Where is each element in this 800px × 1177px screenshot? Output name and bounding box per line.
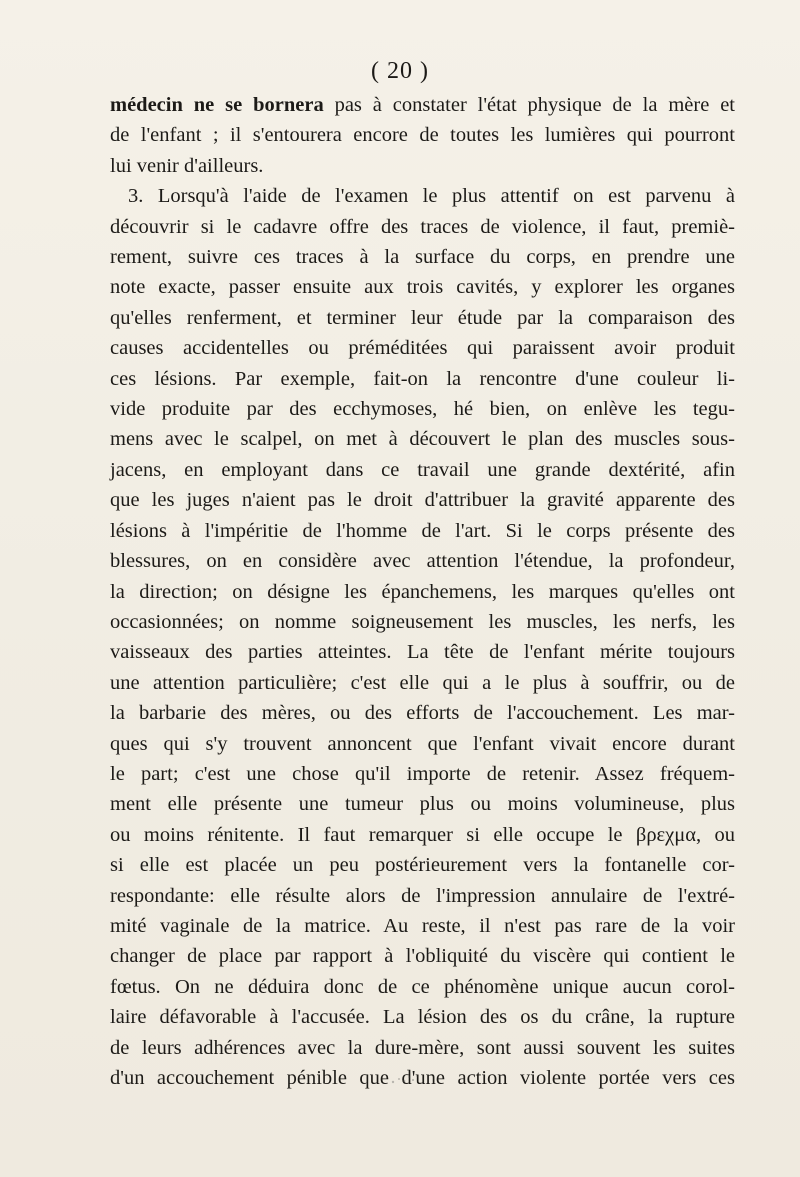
text-line: blessures, on en considère avec attention l'étendue, la profondeur, [110, 550, 735, 573]
text-line: ces lésions. Par exemple, fait-on la rencontre d'une couleur li- [110, 367, 735, 390]
text-line: vide produite par des ecchymoses, hé bien, on enlève les tegu- [110, 398, 735, 421]
ink-smudge-icon [385, 1070, 425, 1090]
text-line: jacens, en employant dans ce travail une grande dextérité, afin [110, 458, 735, 481]
text-line: mens avec le scalpel, on met à découvert le plan des muscles sous- [110, 428, 735, 451]
text-line: le part; c'est une chose qu'il importe de retenir. Assez fréquem- [110, 762, 735, 785]
text-line: respondante: elle résulte alors de l'impression annulaire de l'extré- [110, 884, 735, 907]
text-line: que les juges n'aient pas le droit d'attribuer la gravité apparente des [110, 489, 735, 512]
text-line: mité vaginale de la matrice. Au reste, il n'est pas rare de la voir [110, 914, 735, 937]
text-line: causes accidentelles ou préméditées qui paraissent avoir produit [110, 337, 735, 360]
bold-text: médecin ne se bornera [110, 94, 324, 116]
text-line: fœtus. On ne déduira donc de ce phénomène unique aucun corol- [110, 975, 735, 998]
text-line: laire défavorable à l'accusée. La lésion des os du crâne, la rupture [110, 1006, 735, 1029]
text-line: ou moins rénitente. Il faut remarquer si elle occupe le βρεχμα, ou [110, 823, 735, 846]
text-line: de leurs adhérences avec la dure-mère, sont aussi souvent les suites [110, 1036, 735, 1059]
text-line: occasionnées; on nomme soigneusement les muscles, les nerfs, les [110, 610, 735, 633]
text-line: lésions à l'impéritie de l'homme de l'art. Si le corps présente des [110, 519, 735, 542]
text-line: la direction; on désigne les épanchemens, les marques qu'elles ont [110, 580, 735, 603]
text-line: ques qui s'y trouvent annoncent que l'enfant vivait encore durant [110, 732, 735, 755]
text-line: si elle est placée un peu postérieurement vers la fontanelle cor- [110, 854, 735, 877]
page-number: ( 20 ) [371, 58, 429, 84]
text-line: rement, suivre ces traces à la surface du corps, en prendre une [110, 246, 735, 269]
text-line: qu'elles renferment, et terminer leur étude par la comparaison des [110, 306, 735, 329]
text-line: une attention particulière; c'est elle qui a le plus à souffrir, ou de [110, 671, 735, 694]
text-line: lui venir d'ailleurs. [110, 154, 264, 177]
text-line: note exacte, passer ensuite aux trois cavités, y explorer les organes [110, 276, 735, 299]
text-line: découvrir si le cadavre offre des traces de violence, il faut, premiè- [110, 215, 735, 238]
text-line: d'un accouchement pénible que d'une action violente portée vers ces [110, 1067, 735, 1089]
paragraph-start-line: 3. Lorsqu'à l'aide de l'examen le plus attentif on est parvenu à [128, 185, 735, 208]
text-line: changer de place par rapport à l'obliquité du viscère qui contient le [110, 945, 735, 968]
text-line: ment elle présente une tumeur plus ou moins volumineuse, plus [110, 793, 735, 816]
text-line: vaisseaux des parties atteintes. La tête de l'enfant mérite toujours [110, 641, 735, 664]
body-text [110, 90, 735, 1093]
text-line: la barbarie des mères, ou des efforts de l'accouchement. Les mar- [110, 702, 735, 725]
text-line: médecin ne se bornera pas à constater l'état physique de la mère et [110, 94, 735, 116]
text-line: de l'enfant ; il s'entourera encore de toutes les lumières qui pourront [110, 124, 735, 147]
